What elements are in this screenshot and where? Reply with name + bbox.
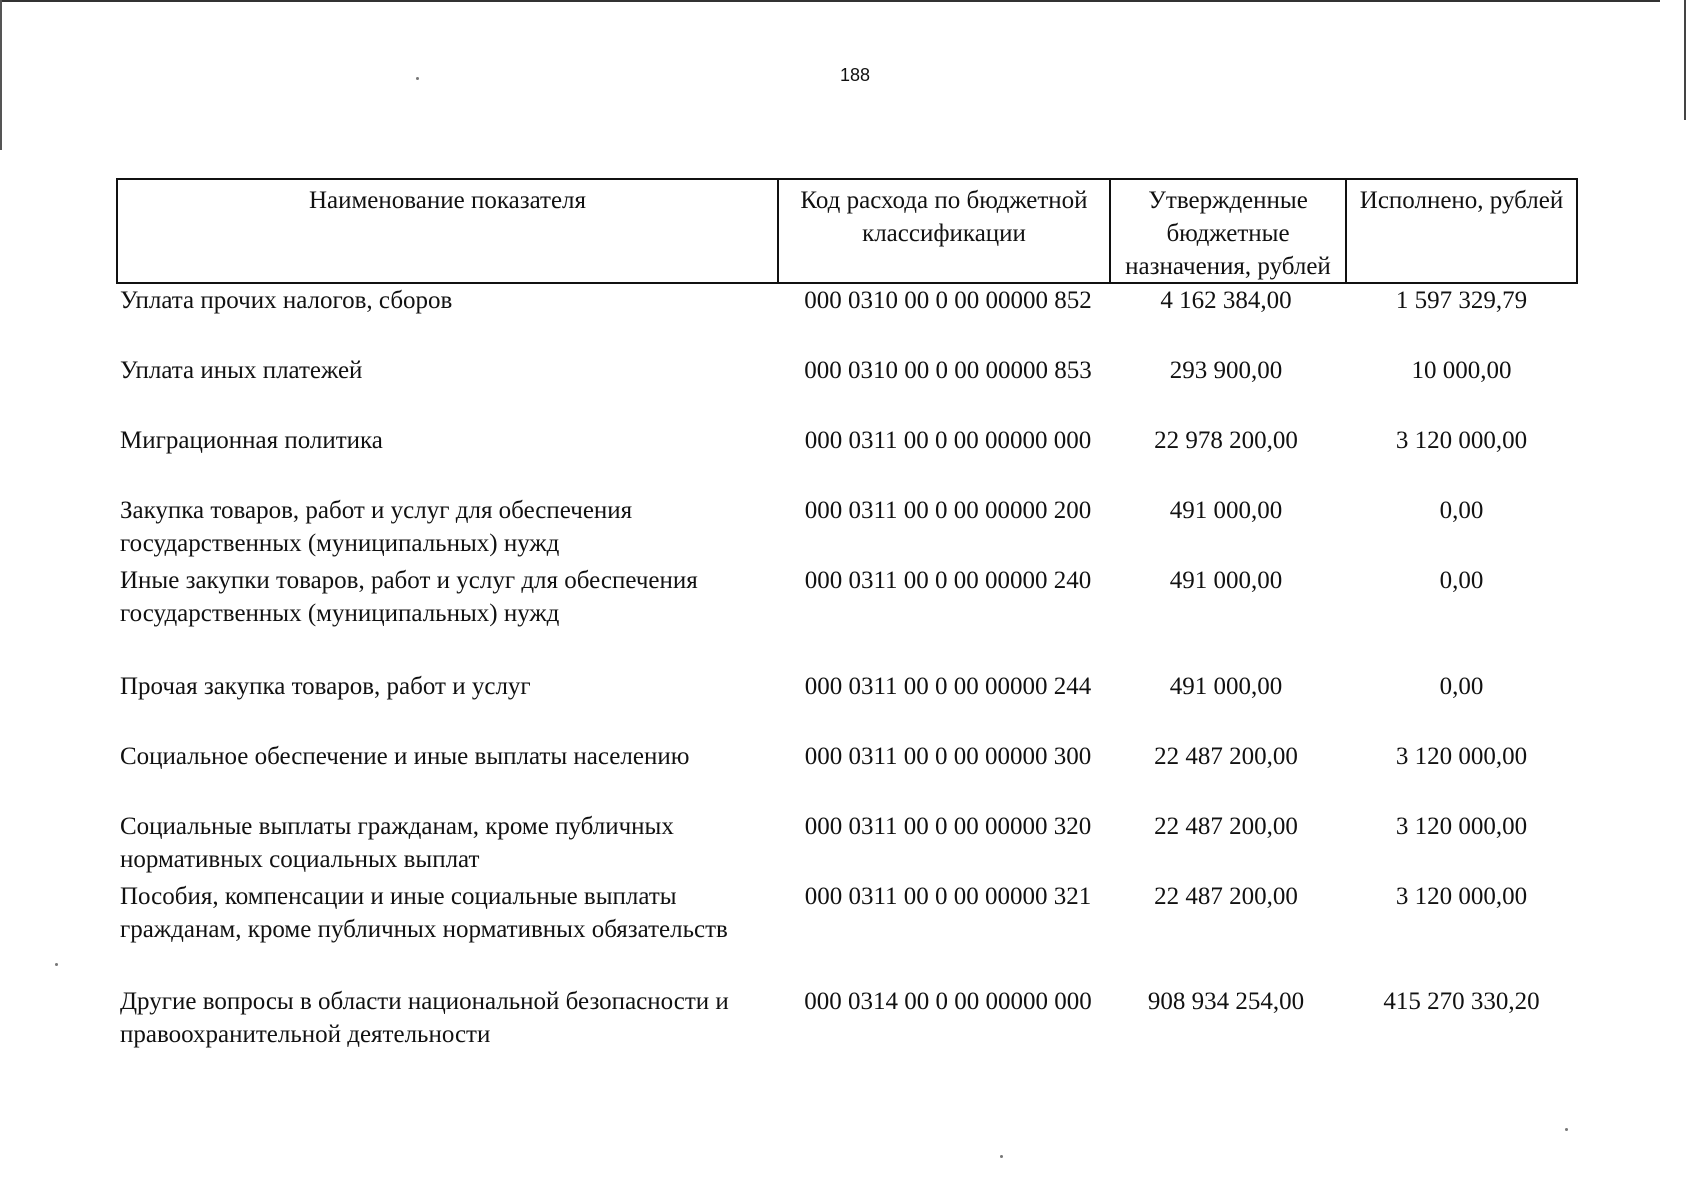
row-approved-amount: 491 000,00 [1169, 567, 1283, 594]
row-approved-amount: 4 162 384,00 [1160, 287, 1292, 314]
row-indicator-name: Уплата иных платежей [120, 357, 363, 384]
scan-speck [55, 963, 58, 966]
row-approved-amount: 293 900,00 [1169, 357, 1283, 384]
row-executed-amount: 0,00 [1439, 673, 1484, 700]
row-executed-amount: 0,00 [1439, 497, 1484, 524]
table-header [116, 178, 1578, 284]
row-executed-amount: 0,00 [1439, 567, 1484, 594]
row-indicator-name: Миграционная политика [120, 427, 383, 454]
row-expense-code: 000 0311 00 0 00 00000 200 [804, 497, 1092, 524]
row-executed-amount: 3 120 000,00 [1395, 813, 1528, 840]
row-executed-amount: 3 120 000,00 [1395, 427, 1528, 454]
row-expense-code: 000 0311 00 0 00 00000 320 [804, 813, 1092, 840]
header-indicator-name: Наименование показателя [308, 187, 587, 214]
row-expense-code: 000 0311 00 0 00 00000 240 [804, 567, 1092, 594]
row-indicator-name: Прочая закупка товаров, работ и услуг [120, 673, 531, 700]
row-executed-amount: 3 120 000,00 [1395, 883, 1528, 910]
row-expense-code: 000 0311 00 0 00 00000 000 [804, 427, 1092, 454]
row-indicator-name: Закупка товаров, работ и услуг для обеспечения государственных (муниципальных) нужд [120, 497, 633, 557]
row-approved-amount: 22 487 200,00 [1154, 743, 1298, 770]
scan-speck [416, 77, 419, 80]
row-expense-code: 000 0311 00 0 00 00000 300 [804, 743, 1092, 770]
scan-edge-left [0, 0, 2, 150]
header-expense-code: Код расхода по бюджетной классификации [777, 180, 1109, 282]
row-approved-amount: 491 000,00 [1169, 497, 1283, 524]
row-approved-amount: 908 934 254,00 [1147, 988, 1305, 1015]
header-approved-budget: Утвержденные бюджетные назначения, рублей [1109, 180, 1345, 282]
scan-speck [1565, 1128, 1568, 1131]
row-executed-amount: 10 000,00 [1411, 357, 1512, 384]
row-executed-amount: 3 120 000,00 [1395, 743, 1528, 770]
row-indicator-name: Уплата прочих налогов, сборов [120, 287, 453, 314]
row-approved-amount: 22 487 200,00 [1154, 813, 1298, 840]
row-approved-amount: 22 487 200,00 [1154, 883, 1298, 910]
row-indicator-name: Социальное обеспечение и иные выплаты населению [120, 743, 690, 770]
header-executed: Исполнено, рублей [1345, 180, 1576, 282]
row-indicator-name: Иные закупки товаров, работ и услуг для обеспечения государственных (муниципальных) нужд [120, 567, 698, 627]
row-indicator-name: Социальные выплаты гражданам, кроме публичных нормативных социальных выплат [120, 813, 674, 873]
scan-edge-top [0, 0, 1660, 2]
row-approved-amount: 491 000,00 [1169, 673, 1283, 700]
page-number: 188 [839, 65, 871, 85]
row-approved-amount: 22 978 200,00 [1154, 427, 1298, 454]
row-expense-code: 000 0310 00 0 00 00000 853 [804, 357, 1092, 384]
row-executed-amount: 415 270 330,20 [1383, 988, 1540, 1015]
row-expense-code: 000 0310 00 0 00 00000 852 [804, 287, 1092, 314]
scan-speck [1000, 1155, 1003, 1158]
row-expense-code: 000 0311 00 0 00 00000 244 [804, 673, 1092, 700]
scan-edge-right [1684, 0, 1686, 120]
row-indicator-name: Другие вопросы в области национальной безопасности и правоохранительной деятельности [120, 988, 729, 1048]
row-executed-amount: 1 597 329,79 [1395, 287, 1528, 314]
row-expense-code: 000 0311 00 0 00 00000 321 [804, 883, 1092, 910]
row-expense-code: 000 0314 00 0 00 00000 000 [804, 988, 1092, 1015]
row-indicator-name: Пособия, компенсации и иные социальные выплаты гражданам, кроме публичных нормативных обязательств [120, 883, 728, 943]
